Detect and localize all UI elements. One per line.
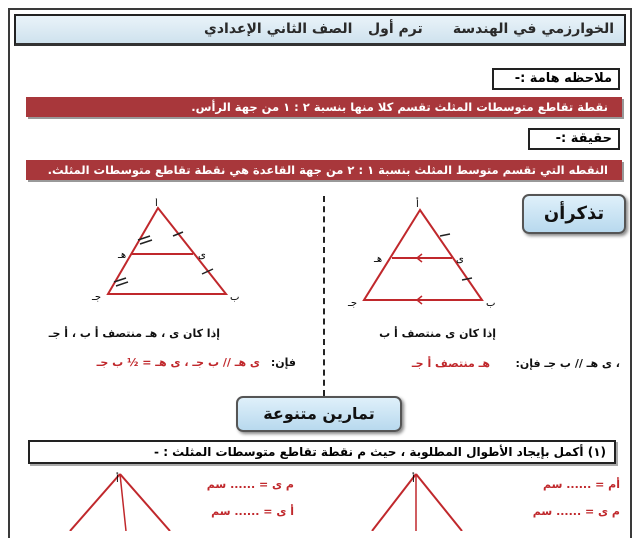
remember-button[interactable]: تذكرأن (522, 194, 626, 234)
note-label: ملاحظه هامة :- (492, 68, 620, 90)
left-triangle-figure (80, 198, 250, 310)
answer-right-1: أم = ...... سم (542, 478, 620, 491)
left-fig-line2-prefix: فإن: (270, 356, 296, 369)
left-label-c: جـ (92, 292, 102, 303)
figures-divider (323, 196, 325, 396)
q1-left-label-top: أ (116, 474, 119, 485)
answer-left-2: أ ى = ...... سم (211, 505, 294, 518)
q1-right-triangle (358, 470, 478, 531)
q1-right-label-top: أ (412, 474, 415, 485)
question-1: (١) أكمل بإيجاد الأطوال المطلوبة ، حيث م نقطة تقاطع متوسطات المثلث : - (28, 440, 616, 464)
header-term: ترم أول (368, 21, 423, 37)
right-label-top: أ (416, 199, 419, 210)
right-label-d: ى (456, 254, 464, 265)
fact-label: حقيقة :- (528, 128, 620, 150)
left-label-b: ب (230, 292, 240, 303)
left-fig-line2-result: ى هـ // ب جـ ، ى هـ = ½ ب جـ (96, 356, 260, 369)
right-fig-line1: إذا كان ى منتصف أ ب (379, 327, 496, 340)
right-label-c: جـ (348, 298, 358, 308)
left-label-d: ى (198, 250, 206, 261)
right-fig-line2-prefix: ، ى هـ // ب جـ فإن: (515, 357, 620, 370)
right-fig-line2-result: هـ منتصف أ جـ (411, 357, 490, 370)
header-title: الخوارزمي في الهندسة (452, 21, 614, 37)
right-triangle-figure (342, 196, 502, 308)
left-label-top: أ (155, 198, 158, 209)
answer-right-2: م ى = ...... سم (532, 505, 620, 518)
answer-left-1: م ى = ...... سم (206, 478, 294, 491)
header-grade: الصف الثاني الإعدادي (204, 21, 353, 37)
left-label-h: هـ (118, 250, 127, 261)
exercises-button[interactable]: تمارين متنوعة (236, 396, 402, 432)
q1-left-triangle (60, 470, 180, 531)
left-fig-line1: إذا كان ى ، هـ منتصف أ ب ، أ جـ (48, 327, 220, 340)
note-text: نقطة تقاطع متوسطات المثلث تقسم كلا منها بنسبة ٢ : ١ من جهة الرأس. (26, 97, 622, 117)
fact-text: النقطه التي تقسم متوسط المثلث بنسبة ١ : ٢ من جهة القاعدة هي نقطة تقاطع متوسطات المثلث. (26, 160, 622, 180)
page-header (14, 14, 626, 46)
right-label-b: ب (486, 298, 496, 308)
right-label-h: هـ (374, 254, 383, 265)
